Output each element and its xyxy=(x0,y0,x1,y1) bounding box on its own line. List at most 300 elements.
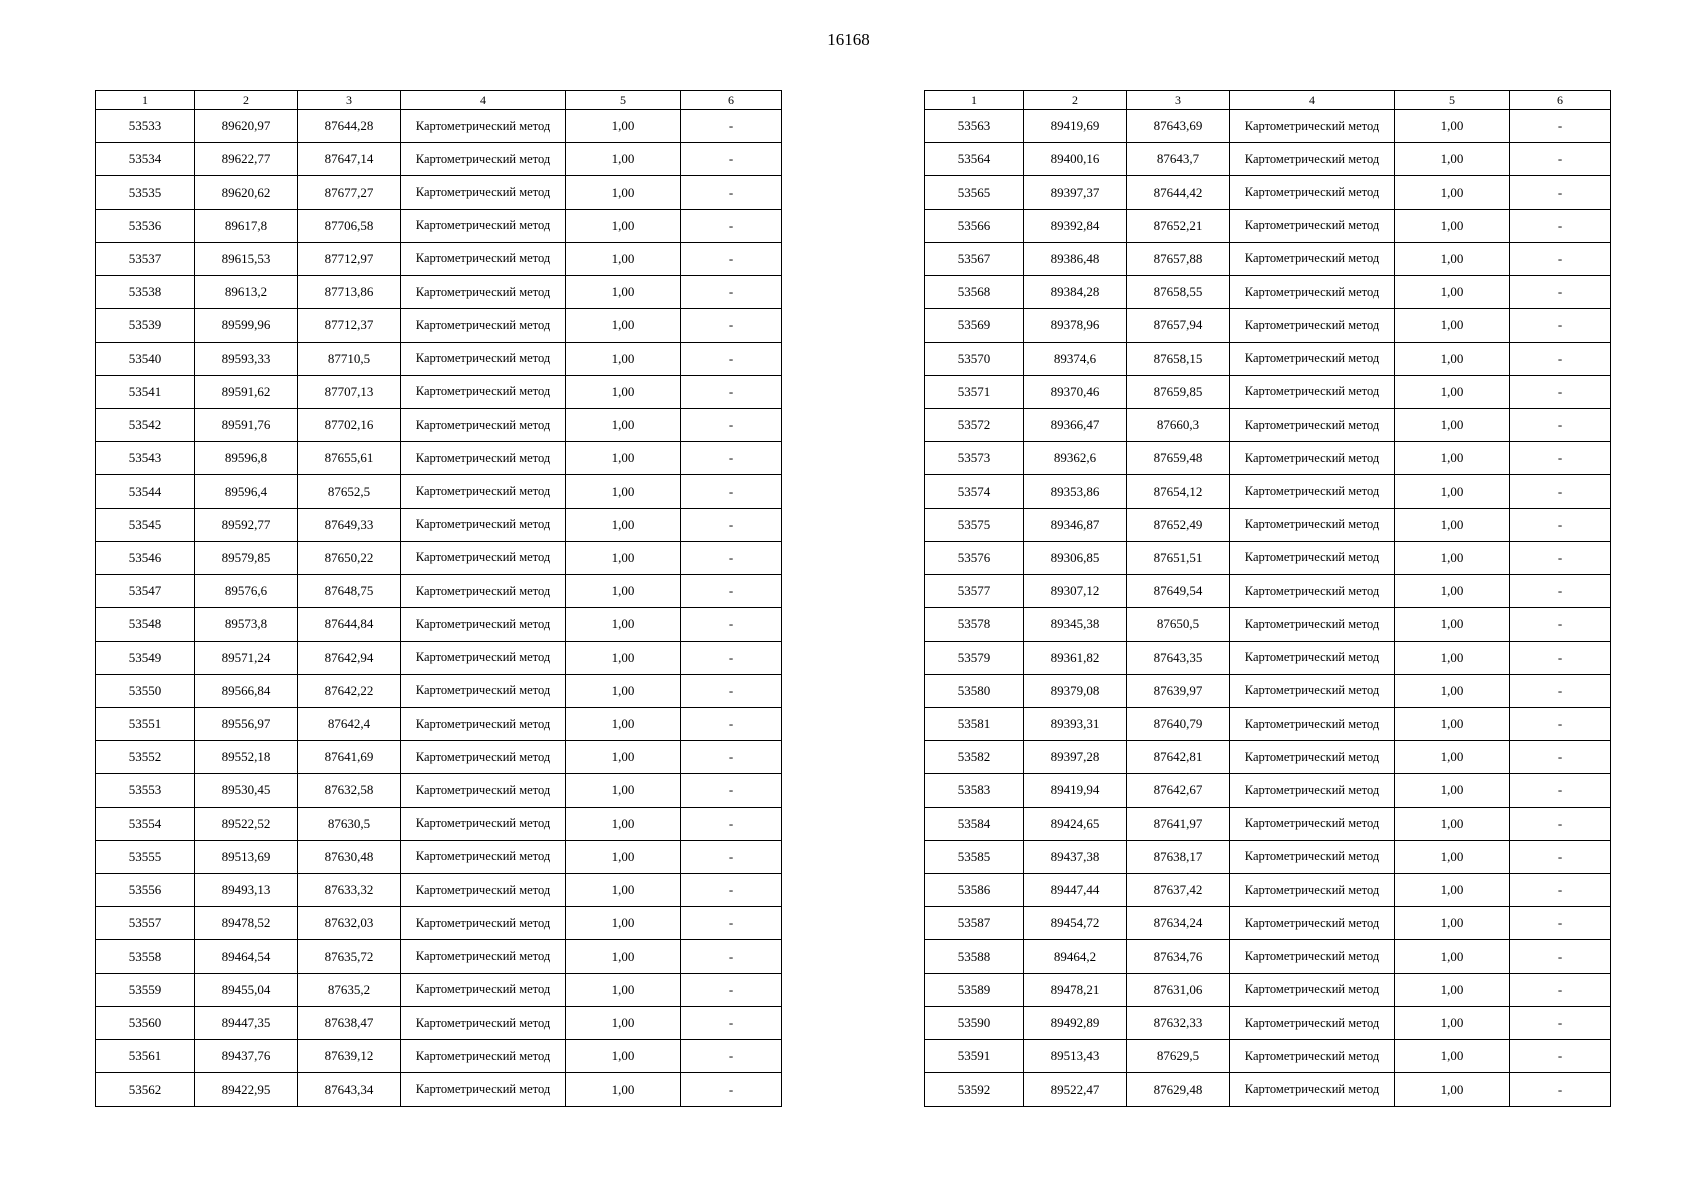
table-row xyxy=(96,408,782,441)
x-coordinate-cell: 89392,84 xyxy=(1024,209,1127,242)
note-cell: - xyxy=(1510,1073,1611,1107)
method-cell: Картометрический метод xyxy=(401,508,566,541)
point-number-cell: 53547 xyxy=(96,575,195,608)
point-number-cell: 53585 xyxy=(925,840,1024,873)
note-cell: - xyxy=(1510,442,1611,475)
accuracy-cell: 1,00 xyxy=(1395,741,1510,774)
y-coordinate-cell: 87652,49 xyxy=(1127,508,1230,541)
x-coordinate-cell: 89620,97 xyxy=(195,110,298,143)
method-cell: Картометрический метод xyxy=(1230,375,1395,408)
note-cell: - xyxy=(1510,840,1611,873)
table-row xyxy=(925,375,1611,408)
method-cell: Картометрический метод xyxy=(1230,707,1395,740)
note-cell: - xyxy=(681,342,782,375)
x-coordinate-cell: 89579,85 xyxy=(195,541,298,574)
point-number-cell: 53557 xyxy=(96,907,195,940)
column-header: 4 xyxy=(1230,91,1395,110)
point-number-cell: 53581 xyxy=(925,707,1024,740)
note-cell: - xyxy=(681,840,782,873)
y-coordinate-cell: 87629,48 xyxy=(1127,1073,1230,1107)
column-header: 2 xyxy=(195,91,298,110)
accuracy-cell: 1,00 xyxy=(1395,143,1510,176)
note-cell: - xyxy=(681,774,782,807)
point-number-cell: 53562 xyxy=(96,1073,195,1107)
method-cell: Картометрический метод xyxy=(401,475,566,508)
table-row xyxy=(96,242,782,275)
y-coordinate-cell: 87712,37 xyxy=(298,309,401,342)
y-coordinate-cell: 87649,33 xyxy=(298,508,401,541)
x-coordinate-cell: 89592,77 xyxy=(195,508,298,541)
y-coordinate-cell: 87707,13 xyxy=(298,375,401,408)
method-cell: Картометрический метод xyxy=(1230,309,1395,342)
point-number-cell: 53586 xyxy=(925,874,1024,907)
header-row xyxy=(96,91,782,110)
column-header: 3 xyxy=(1127,91,1230,110)
x-coordinate-cell: 89447,44 xyxy=(1024,874,1127,907)
accuracy-cell: 1,00 xyxy=(566,375,681,408)
accuracy-cell: 1,00 xyxy=(1395,541,1510,574)
accuracy-cell: 1,00 xyxy=(566,973,681,1006)
point-number-cell: 53559 xyxy=(96,973,195,1006)
accuracy-cell: 1,00 xyxy=(566,475,681,508)
y-coordinate-cell: 87650,5 xyxy=(1127,608,1230,641)
y-coordinate-cell: 87644,84 xyxy=(298,608,401,641)
x-coordinate-cell: 89422,95 xyxy=(195,1073,298,1107)
point-number-cell: 53590 xyxy=(925,1006,1024,1039)
table-row xyxy=(925,741,1611,774)
point-number-cell: 53564 xyxy=(925,143,1024,176)
note-cell: - xyxy=(1510,342,1611,375)
accuracy-cell: 1,00 xyxy=(566,143,681,176)
note-cell: - xyxy=(681,1040,782,1073)
point-number-cell: 53572 xyxy=(925,408,1024,441)
point-number-cell: 53582 xyxy=(925,741,1024,774)
point-number-cell: 53583 xyxy=(925,774,1024,807)
accuracy-cell: 1,00 xyxy=(1395,342,1510,375)
page-number: 16168 xyxy=(827,30,870,49)
method-cell: Картометрический метод xyxy=(1230,608,1395,641)
table-row xyxy=(925,840,1611,873)
y-coordinate-cell: 87639,12 xyxy=(298,1040,401,1073)
table-row xyxy=(925,575,1611,608)
note-cell: - xyxy=(681,874,782,907)
point-number-cell: 53589 xyxy=(925,973,1024,1006)
accuracy-cell: 1,00 xyxy=(566,541,681,574)
y-coordinate-cell: 87652,21 xyxy=(1127,209,1230,242)
accuracy-cell: 1,00 xyxy=(1395,940,1510,973)
note-cell: - xyxy=(1510,774,1611,807)
table-row xyxy=(925,342,1611,375)
accuracy-cell: 1,00 xyxy=(566,641,681,674)
y-coordinate-cell: 87643,35 xyxy=(1127,641,1230,674)
point-number-cell: 53536 xyxy=(96,209,195,242)
method-cell: Картометрический метод xyxy=(1230,475,1395,508)
table-row xyxy=(925,176,1611,209)
method-cell: Картометрический метод xyxy=(1230,176,1395,209)
x-coordinate-cell: 89522,52 xyxy=(195,807,298,840)
y-coordinate-cell: 87641,97 xyxy=(1127,807,1230,840)
y-coordinate-cell: 87648,75 xyxy=(298,575,401,608)
table-row xyxy=(96,874,782,907)
y-coordinate-cell: 87649,54 xyxy=(1127,575,1230,608)
x-coordinate-cell: 89374,6 xyxy=(1024,342,1127,375)
note-cell: - xyxy=(681,907,782,940)
point-number-cell: 53555 xyxy=(96,840,195,873)
table-row xyxy=(925,807,1611,840)
x-coordinate-cell: 89571,24 xyxy=(195,641,298,674)
y-coordinate-cell: 87642,22 xyxy=(298,674,401,707)
table-row xyxy=(96,309,782,342)
table-row xyxy=(96,375,782,408)
accuracy-cell: 1,00 xyxy=(566,209,681,242)
note-cell: - xyxy=(1510,309,1611,342)
table-row xyxy=(96,575,782,608)
note-cell: - xyxy=(1510,1006,1611,1039)
note-cell: - xyxy=(681,110,782,143)
table-row xyxy=(96,940,782,973)
table-row xyxy=(925,276,1611,309)
method-cell: Картометрический метод xyxy=(1230,408,1395,441)
method-cell: Картометрический метод xyxy=(1230,209,1395,242)
coordinates-table-right xyxy=(924,90,1611,1107)
y-coordinate-cell: 87677,27 xyxy=(298,176,401,209)
note-cell: - xyxy=(681,176,782,209)
point-number-cell: 53578 xyxy=(925,608,1024,641)
note-cell: - xyxy=(681,442,782,475)
method-cell: Картометрический метод xyxy=(1230,541,1395,574)
method-cell: Картометрический метод xyxy=(401,209,566,242)
point-number-cell: 53545 xyxy=(96,508,195,541)
point-number-cell: 53539 xyxy=(96,309,195,342)
accuracy-cell: 1,00 xyxy=(566,674,681,707)
accuracy-cell: 1,00 xyxy=(1395,973,1510,1006)
method-cell: Картометрический метод xyxy=(401,276,566,309)
method-cell: Картометрический метод xyxy=(401,309,566,342)
x-coordinate-cell: 89366,47 xyxy=(1024,408,1127,441)
method-cell: Картометрический метод xyxy=(1230,741,1395,774)
x-coordinate-cell: 89386,48 xyxy=(1024,242,1127,275)
accuracy-cell: 1,00 xyxy=(1395,209,1510,242)
accuracy-cell: 1,00 xyxy=(566,110,681,143)
point-number-cell: 53558 xyxy=(96,940,195,973)
y-coordinate-cell: 87630,5 xyxy=(298,807,401,840)
point-number-cell: 53576 xyxy=(925,541,1024,574)
method-cell: Картометрический метод xyxy=(401,608,566,641)
method-cell: Картометрический метод xyxy=(401,541,566,574)
y-coordinate-cell: 87651,51 xyxy=(1127,541,1230,574)
method-cell: Картометрический метод xyxy=(401,1073,566,1107)
method-cell: Картометрический метод xyxy=(401,442,566,475)
note-cell: - xyxy=(681,674,782,707)
note-cell: - xyxy=(1510,741,1611,774)
note-cell: - xyxy=(1510,874,1611,907)
y-coordinate-cell: 87706,58 xyxy=(298,209,401,242)
method-cell: Картометрический метод xyxy=(1230,242,1395,275)
note-cell: - xyxy=(1510,807,1611,840)
table-row xyxy=(96,276,782,309)
note-cell: - xyxy=(681,1006,782,1039)
method-cell: Картометрический метод xyxy=(401,874,566,907)
x-coordinate-cell: 89393,31 xyxy=(1024,707,1127,740)
point-number-cell: 53541 xyxy=(96,375,195,408)
accuracy-cell: 1,00 xyxy=(1395,840,1510,873)
method-cell: Картометрический метод xyxy=(401,674,566,707)
accuracy-cell: 1,00 xyxy=(1395,807,1510,840)
accuracy-cell: 1,00 xyxy=(1395,641,1510,674)
x-coordinate-cell: 89362,6 xyxy=(1024,442,1127,475)
column-header: 6 xyxy=(1510,91,1611,110)
y-coordinate-cell: 87655,61 xyxy=(298,442,401,475)
accuracy-cell: 1,00 xyxy=(566,508,681,541)
x-coordinate-cell: 89478,52 xyxy=(195,907,298,940)
method-cell: Картометрический метод xyxy=(1230,973,1395,1006)
note-cell: - xyxy=(681,276,782,309)
accuracy-cell: 1,00 xyxy=(1395,110,1510,143)
column-header: 1 xyxy=(96,91,195,110)
point-number-cell: 53538 xyxy=(96,276,195,309)
note-cell: - xyxy=(1510,176,1611,209)
point-number-cell: 53556 xyxy=(96,874,195,907)
y-coordinate-cell: 87637,42 xyxy=(1127,874,1230,907)
note-cell: - xyxy=(681,807,782,840)
table-row xyxy=(925,608,1611,641)
y-coordinate-cell: 87638,47 xyxy=(298,1006,401,1039)
accuracy-cell: 1,00 xyxy=(566,309,681,342)
column-header: 6 xyxy=(681,91,782,110)
table-row xyxy=(925,874,1611,907)
table-row xyxy=(925,242,1611,275)
y-coordinate-cell: 87642,67 xyxy=(1127,774,1230,807)
accuracy-cell: 1,00 xyxy=(566,707,681,740)
x-coordinate-cell: 89599,96 xyxy=(195,309,298,342)
x-coordinate-cell: 89576,6 xyxy=(195,575,298,608)
point-number-cell: 53535 xyxy=(96,176,195,209)
y-coordinate-cell: 87644,42 xyxy=(1127,176,1230,209)
table-row xyxy=(96,840,782,873)
method-cell: Картометрический метод xyxy=(401,143,566,176)
point-number-cell: 53566 xyxy=(925,209,1024,242)
x-coordinate-cell: 89353,86 xyxy=(1024,475,1127,508)
accuracy-cell: 1,00 xyxy=(1395,774,1510,807)
table-row xyxy=(96,342,782,375)
point-number-cell: 53554 xyxy=(96,807,195,840)
column-header: 3 xyxy=(298,91,401,110)
point-number-cell: 53548 xyxy=(96,608,195,641)
note-cell: - xyxy=(681,973,782,1006)
accuracy-cell: 1,00 xyxy=(566,1073,681,1107)
x-coordinate-cell: 89437,76 xyxy=(195,1040,298,1073)
method-cell: Картометрический метод xyxy=(1230,641,1395,674)
accuracy-cell: 1,00 xyxy=(566,176,681,209)
y-coordinate-cell: 87658,55 xyxy=(1127,276,1230,309)
x-coordinate-cell: 89454,72 xyxy=(1024,907,1127,940)
x-coordinate-cell: 89400,16 xyxy=(1024,143,1127,176)
accuracy-cell: 1,00 xyxy=(566,608,681,641)
accuracy-cell: 1,00 xyxy=(566,575,681,608)
table-row xyxy=(925,442,1611,475)
table-row xyxy=(925,408,1611,441)
table-row xyxy=(96,973,782,1006)
point-number-cell: 53550 xyxy=(96,674,195,707)
accuracy-cell: 1,00 xyxy=(1395,475,1510,508)
point-number-cell: 53574 xyxy=(925,475,1024,508)
point-number-cell: 53560 xyxy=(96,1006,195,1039)
note-cell: - xyxy=(1510,508,1611,541)
x-coordinate-cell: 89379,08 xyxy=(1024,674,1127,707)
accuracy-cell: 1,00 xyxy=(1395,276,1510,309)
point-number-cell: 53546 xyxy=(96,541,195,574)
method-cell: Картометрический метод xyxy=(1230,342,1395,375)
y-coordinate-cell: 87713,86 xyxy=(298,276,401,309)
x-coordinate-cell: 89384,28 xyxy=(1024,276,1127,309)
y-coordinate-cell: 87633,32 xyxy=(298,874,401,907)
y-coordinate-cell: 87652,5 xyxy=(298,475,401,508)
accuracy-cell: 1,00 xyxy=(1395,907,1510,940)
method-cell: Картометрический метод xyxy=(401,774,566,807)
method-cell: Картометрический метод xyxy=(401,110,566,143)
x-coordinate-cell: 89513,43 xyxy=(1024,1040,1127,1073)
note-cell: - xyxy=(681,475,782,508)
x-coordinate-cell: 89593,33 xyxy=(195,342,298,375)
method-cell: Картометрический метод xyxy=(1230,1040,1395,1073)
x-coordinate-cell: 89492,89 xyxy=(1024,1006,1127,1039)
x-coordinate-cell: 89419,94 xyxy=(1024,774,1127,807)
table-row xyxy=(96,707,782,740)
method-cell: Картометрический метод xyxy=(401,176,566,209)
y-coordinate-cell: 87635,72 xyxy=(298,940,401,973)
method-cell: Картометрический метод xyxy=(401,242,566,275)
y-coordinate-cell: 87643,7 xyxy=(1127,143,1230,176)
y-coordinate-cell: 87641,69 xyxy=(298,741,401,774)
column-header: 2 xyxy=(1024,91,1127,110)
point-number-cell: 53563 xyxy=(925,110,1024,143)
accuracy-cell: 1,00 xyxy=(566,276,681,309)
method-cell: Картометрический метод xyxy=(1230,674,1395,707)
table-row xyxy=(925,541,1611,574)
y-coordinate-cell: 87635,2 xyxy=(298,973,401,1006)
note-cell: - xyxy=(1510,973,1611,1006)
table-row xyxy=(96,209,782,242)
note-cell: - xyxy=(681,143,782,176)
table-row xyxy=(96,608,782,641)
x-coordinate-cell: 89530,45 xyxy=(195,774,298,807)
point-number-cell: 53567 xyxy=(925,242,1024,275)
accuracy-cell: 1,00 xyxy=(1395,707,1510,740)
x-coordinate-cell: 89397,37 xyxy=(1024,176,1127,209)
point-number-cell: 53552 xyxy=(96,741,195,774)
note-cell: - xyxy=(1510,707,1611,740)
table-body xyxy=(925,110,1611,1107)
x-coordinate-cell: 89573,8 xyxy=(195,608,298,641)
method-cell: Картометрический метод xyxy=(401,641,566,674)
method-cell: Картометрический метод xyxy=(401,408,566,441)
table-row xyxy=(925,1006,1611,1039)
point-number-cell: 53544 xyxy=(96,475,195,508)
y-coordinate-cell: 87642,4 xyxy=(298,707,401,740)
x-coordinate-cell: 89346,87 xyxy=(1024,508,1127,541)
y-coordinate-cell: 87654,12 xyxy=(1127,475,1230,508)
note-cell: - xyxy=(681,541,782,574)
method-cell: Картометрический метод xyxy=(1230,143,1395,176)
note-cell: - xyxy=(681,575,782,608)
point-number-cell: 53588 xyxy=(925,940,1024,973)
point-number-cell: 53565 xyxy=(925,176,1024,209)
accuracy-cell: 1,00 xyxy=(566,874,681,907)
method-cell: Картометрический метод xyxy=(1230,110,1395,143)
table-row xyxy=(925,1040,1611,1073)
x-coordinate-cell: 89617,8 xyxy=(195,209,298,242)
x-coordinate-cell: 89455,04 xyxy=(195,973,298,1006)
table-row xyxy=(96,1040,782,1073)
table-row xyxy=(925,907,1611,940)
x-coordinate-cell: 89566,84 xyxy=(195,674,298,707)
y-coordinate-cell: 87712,97 xyxy=(298,242,401,275)
method-cell: Картометрический метод xyxy=(1230,1073,1395,1107)
note-cell: - xyxy=(681,242,782,275)
accuracy-cell: 1,00 xyxy=(566,940,681,973)
method-cell: Картометрический метод xyxy=(1230,807,1395,840)
table-row xyxy=(96,641,782,674)
table-row xyxy=(925,143,1611,176)
x-coordinate-cell: 89556,97 xyxy=(195,707,298,740)
note-cell: - xyxy=(1510,242,1611,275)
note-cell: - xyxy=(1510,143,1611,176)
y-coordinate-cell: 87643,69 xyxy=(1127,110,1230,143)
point-number-cell: 53542 xyxy=(96,408,195,441)
point-number-cell: 53580 xyxy=(925,674,1024,707)
point-number-cell: 53577 xyxy=(925,575,1024,608)
method-cell: Картометрический метод xyxy=(401,707,566,740)
method-cell: Картометрический метод xyxy=(401,940,566,973)
table-row xyxy=(96,774,782,807)
note-cell: - xyxy=(1510,110,1611,143)
note-cell: - xyxy=(1510,375,1611,408)
method-cell: Картометрический метод xyxy=(401,342,566,375)
y-coordinate-cell: 87638,17 xyxy=(1127,840,1230,873)
point-number-cell: 53569 xyxy=(925,309,1024,342)
note-cell: - xyxy=(1510,940,1611,973)
point-number-cell: 53568 xyxy=(925,276,1024,309)
y-coordinate-cell: 87644,28 xyxy=(298,110,401,143)
accuracy-cell: 1,00 xyxy=(1395,1006,1510,1039)
accuracy-cell: 1,00 xyxy=(566,342,681,375)
x-coordinate-cell: 89447,35 xyxy=(195,1006,298,1039)
accuracy-cell: 1,00 xyxy=(1395,176,1510,209)
point-number-cell: 53573 xyxy=(925,442,1024,475)
accuracy-cell: 1,00 xyxy=(1395,242,1510,275)
accuracy-cell: 1,00 xyxy=(566,807,681,840)
point-number-cell: 53533 xyxy=(96,110,195,143)
method-cell: Картометрический метод xyxy=(401,575,566,608)
accuracy-cell: 1,00 xyxy=(1395,375,1510,408)
y-coordinate-cell: 87632,03 xyxy=(298,907,401,940)
accuracy-cell: 1,00 xyxy=(1395,575,1510,608)
x-coordinate-cell: 89361,82 xyxy=(1024,641,1127,674)
point-number-cell: 53579 xyxy=(925,641,1024,674)
method-cell: Картометрический метод xyxy=(1230,874,1395,907)
y-coordinate-cell: 87660,3 xyxy=(1127,408,1230,441)
x-coordinate-cell: 89306,85 xyxy=(1024,541,1127,574)
y-coordinate-cell: 87631,06 xyxy=(1127,973,1230,1006)
method-cell: Картометрический метод xyxy=(1230,940,1395,973)
column-header: 4 xyxy=(401,91,566,110)
method-cell: Картометрический метод xyxy=(1230,774,1395,807)
table-row xyxy=(96,741,782,774)
table-row xyxy=(925,475,1611,508)
table-row xyxy=(96,907,782,940)
table-row xyxy=(96,807,782,840)
x-coordinate-cell: 89464,54 xyxy=(195,940,298,973)
